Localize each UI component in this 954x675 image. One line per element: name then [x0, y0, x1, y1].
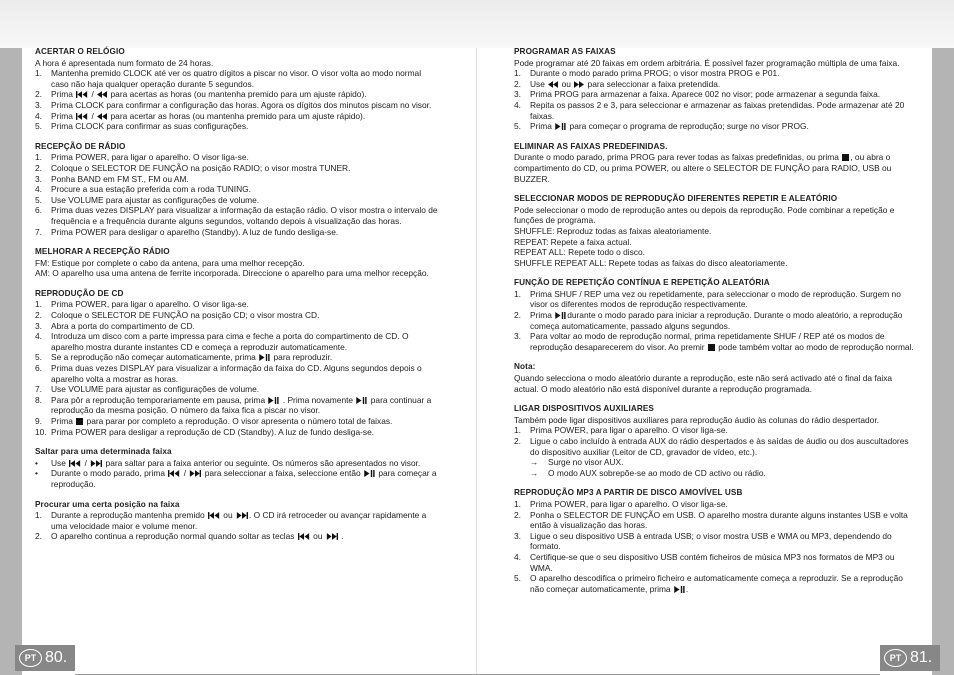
separator: /: [84, 457, 87, 468]
step-number: 1.: [35, 299, 42, 310]
bullet: •: [35, 468, 38, 479]
step-text: . Prima novamente: [282, 394, 354, 405]
header-band: [0, 0, 954, 48]
arrow-icon: →: [530, 467, 539, 478]
list-item: [514, 531, 918, 552]
step-number: 8.: [35, 394, 42, 405]
list-item: [514, 89, 918, 100]
step-text: Certifique-se que o seu dispositivo USB contém ficheiros de música MP3 nos formatos de MP3 ou WMA.: [530, 551, 895, 573]
stop-icon: [842, 154, 849, 161]
section-title: Nota:: [514, 362, 536, 372]
right-page-content: [514, 47, 918, 604]
list-item: [35, 195, 441, 206]
step-number: 7.: [35, 226, 42, 237]
step-number: 3.: [35, 99, 42, 110]
step-text: para reproduzir.: [273, 352, 333, 363]
previous-icon: [208, 512, 220, 519]
step-text: para seleccionar a faixa, seleccione então: [204, 468, 361, 479]
list-item: [35, 152, 441, 163]
step-number: 1.: [514, 288, 521, 299]
list-item: [35, 299, 441, 310]
section-aux-devices: [514, 404, 918, 478]
fm-text: FM: Estique por complete o cabo da antena, para uma melhor recepção.: [35, 257, 305, 268]
section-title: SELECCIONAR MODOS DE REPRODUÇÃO DIFERENTES REPETIR E ALEATÓRIO: [514, 194, 838, 204]
list-item: [35, 384, 441, 395]
section-play-modes: [514, 194, 918, 268]
step-text: Ponha BAND em FM ST., FM ou AM.: [51, 173, 189, 184]
section-set-clock: [35, 47, 441, 132]
next-icon: [326, 533, 338, 540]
list-item: [35, 227, 441, 238]
step-text: Prima: [51, 416, 73, 426]
step-text: Prima duas vezes DISPLAY para visualizar a informação da estação rádio. O visor mostra o intervalo de frequência e a frequência durante alguns segundos, voltando depois à visualização das horas.: [51, 205, 438, 226]
step-number: 2.: [514, 436, 521, 446]
step-number: 1.: [514, 425, 521, 436]
list-item: [514, 100, 918, 121]
step-number: 2.: [514, 310, 521, 321]
section-repeat-shuffle: [514, 278, 918, 352]
step-text: Prima: [51, 89, 73, 100]
next-icon: [189, 470, 201, 477]
step-text: Use: [51, 457, 66, 468]
list-item: [35, 121, 441, 132]
separator: ou: [561, 78, 571, 89]
step-text: O aparelho continua a reprodução normal quando soltar as teclas: [51, 531, 295, 542]
step-text: Procure a sua estação preferida com a roda TUNING.: [51, 184, 252, 195]
list-item: [35, 395, 441, 416]
section-search-position: [35, 500, 441, 542]
step-text: Prima PROG para armazenar a faixa. Aparece 002 no visor; pode armazenar a segunda faixa.: [530, 89, 881, 100]
section-title: FUNÇÃO DE REPETIÇÃO CONTÍNUA E REPETIÇÃO ALEATÓRIA: [514, 278, 770, 288]
list-item: [514, 425, 918, 436]
step-text: O modo AUX sobrepõe-se ao modo de CD activo ou rádio.: [548, 467, 766, 478]
arrow-icon: →: [530, 457, 539, 468]
step-text: Introduza um disco com a parte impressa para cima e feche a porta do compartimento de CD. O aparelho mostra durante instantes CD e começa a reproduzir automaticamente.: [51, 331, 409, 352]
list-item: [35, 89, 441, 100]
step-number: 5.: [35, 194, 42, 205]
list-item: [35, 352, 441, 363]
step-text: Prima POWER, para ligar o aparelho. O visor liga-se.: [51, 152, 249, 163]
section-note: [514, 362, 918, 394]
list-item: [35, 205, 441, 226]
list-item: [35, 111, 441, 122]
section-title: REPRODUÇÃO DE CD: [35, 288, 124, 298]
step-text: Prima POWER, para ligar o aparelho. O visor liga-se.: [530, 425, 728, 436]
step-text: para acertar as horas (ou mantenha premido para um ajuste rápido).: [110, 110, 366, 121]
step-number: 1.: [514, 498, 521, 509]
body-text-part: , ou abra o compartimento do CD, ou prima POWER, ou altere o SELECTOR DE FUNÇÃO para RADIO, USB ou BUZZER.: [514, 152, 892, 184]
language-badge: PT: [884, 649, 907, 667]
step-text: Prima POWER para desligar o aparelho (Standby). A luz de fundo desliga-se.: [51, 226, 339, 237]
step-number: 1.: [35, 510, 42, 521]
page-number: 80.: [45, 649, 68, 666]
step-number: 10.: [35, 426, 47, 437]
list-item: [35, 184, 441, 195]
step-text: Para pôr a reprodução temporariamente em pausa, prima: [51, 394, 266, 405]
fast-forward-icon: [574, 81, 584, 88]
list-item: [35, 100, 441, 111]
step-text: Repita os passos 2 e 3, para seleccionar e armazenar as faixas pretendidas. Pode armazenar até 20 faixas.: [530, 99, 905, 121]
section-cd-playback: [35, 289, 441, 437]
am-text: AM: O aparelho usa uma antena de ferrite incorporada. Direccione o aparelho para uma melhor recepção.: [35, 268, 429, 279]
list-item: [514, 573, 918, 594]
step-number: 2.: [35, 310, 42, 321]
step-text: Prima POWER, para ligar o aparelho. O visor liga-se.: [530, 498, 728, 509]
play-pause-icon: [555, 123, 566, 130]
step-number: 3.: [514, 530, 521, 541]
section-title: ELIMINAR AS FAIXAS PREDEFINIDAS.: [514, 141, 668, 151]
mode-line: SHUFFLE REPEAT ALL: Repete todas as faixas do disco aleatoriamente.: [514, 257, 788, 268]
step-text: para acertas as horas (ou mantenha premido para um ajuste rápido).: [110, 89, 367, 100]
step-text: Prima: [530, 310, 552, 321]
page-number-badge-right: [880, 645, 940, 671]
list-item: [35, 363, 441, 384]
intro-text: Pode programar até 20 faixas em ordem arbitrária. É possível fazer programação múltipla de uma faixa.: [514, 57, 900, 68]
step-text: para saltar para a faixa anterior ou seguinte. Os números são apresentados no visor.: [105, 457, 421, 468]
step-text: Coloque o SELECTOR DE FUNÇÃO na posição RADIO; o visor mostra TUNER.: [51, 162, 351, 173]
step-number: 4.: [514, 551, 521, 562]
step-text: Prima: [530, 121, 552, 132]
step-number: 1.: [514, 68, 521, 79]
step-number: 2.: [35, 89, 42, 100]
step-text: Mantenha premido CLOCK até ver os quatro dígitos a piscar no visor. O visor volta ao modo normal caso não haja qualquer operação durante 5 segundos.: [51, 68, 422, 89]
play-pause-icon: [674, 586, 685, 593]
step-number: 5.: [35, 352, 42, 363]
step-number: 4.: [35, 331, 42, 342]
step-text: Coloque o SELECTOR DE FUNÇÃO na posição CD; o visor mostra CD.: [51, 310, 320, 321]
list-item: [514, 552, 918, 573]
previous-icon: [168, 470, 180, 477]
list-item: [530, 457, 918, 468]
list-item: [35, 416, 441, 427]
previous-icon: [69, 460, 81, 467]
mode-line: SHUFFLE: Reproduz todas as faixas aleatoriamente.: [514, 225, 712, 236]
list-item: [514, 310, 918, 331]
step-text: para seleccionar a faixa pretendida.: [587, 78, 721, 89]
step-text: Abra a porta do compartimento de CD.: [51, 320, 195, 331]
step-text: Use: [530, 78, 545, 89]
body-text-part: Durante o modo parado, prima PROG para rever todas as faixas predefinidas, ou prima: [514, 152, 839, 163]
step-number: 4.: [35, 184, 42, 195]
list-item: [35, 310, 441, 321]
step-text: Durante o modo parado prima PROG; o visor mostra PROG e P01.: [530, 68, 780, 79]
step-text: para começar a reprodução.: [51, 468, 437, 489]
list-item: [530, 468, 918, 479]
section-skip-track: [35, 447, 441, 489]
section-program-tracks: [514, 47, 918, 132]
list-item: [35, 427, 441, 438]
step-number: 2.: [35, 162, 42, 173]
step-number: 3.: [514, 331, 521, 342]
section-title: PROGRAMAR AS FAIXAS: [514, 47, 616, 56]
previous-icon: [298, 533, 310, 540]
section-radio-reception: [35, 142, 441, 237]
list-item: [35, 321, 441, 332]
step-number: 2.: [514, 509, 521, 520]
play-pause-icon: [364, 470, 375, 477]
list-item: [35, 331, 441, 352]
step-text: para parar por completo a reprodução. O visor apresenta o número total de faixas.: [86, 416, 393, 426]
list-item: [35, 174, 441, 185]
list-item: [514, 79, 918, 90]
separator: ou: [313, 531, 323, 542]
bullet: •: [35, 457, 38, 468]
list-item: [35, 510, 441, 531]
step-text: Use VOLUME para ajustar as configurações de volume.: [51, 384, 260, 395]
step-text: pode também voltar ao modo de reprodução normal.: [718, 341, 914, 352]
list-item: [514, 510, 918, 531]
section-title: Saltar para uma determinada faixa: [35, 447, 172, 457]
step-number: 2.: [35, 531, 42, 542]
step-number: 5.: [514, 121, 521, 132]
step-number: 6.: [35, 363, 42, 374]
section-title: Procurar uma certa posição na faixa: [35, 499, 180, 509]
step-text: O aparelho descodifica o primeiro ficheiro e automaticamente começa a reproduzir. Se a reprodução não começar automaticamente, prima: [530, 573, 903, 594]
section-clear-presets: [514, 142, 918, 184]
step-number: 7.: [35, 384, 42, 395]
section-title: RECEPÇÃO DE RÁDIO: [35, 141, 126, 151]
previous-icon: [76, 91, 88, 98]
separator: /: [91, 110, 94, 121]
step-number: 3.: [35, 320, 42, 331]
intro-text: A hora é apresentada num formato de 24 horas.: [35, 57, 214, 68]
step-number: 5.: [35, 121, 42, 132]
page-divider: [476, 48, 477, 675]
step-text: Use VOLUME para ajustar as configurações de volume.: [51, 194, 260, 205]
step-number: 2.: [514, 78, 521, 89]
step-text: Ponha o SELECTOR DE FUNÇÃO em USB. O aparelho mostra durante alguns instantes USB e volta então à visualização das horas.: [530, 509, 908, 531]
step-text: Durante o modo parado, prima: [51, 468, 166, 479]
rewind-icon: [97, 113, 107, 120]
step-number: 3.: [514, 89, 521, 100]
step-text: Se a reprodução não começar automaticamente, prima: [51, 352, 256, 363]
section-title: ACERTAR O RELÓGIO: [35, 47, 125, 56]
intro-text: Também pode ligar dispositivos auxiliares para reprodução áudio às colunas do rádio despertador.: [514, 414, 879, 425]
step-text: Prima CLOCK para confirmar as suas configurações.: [51, 121, 249, 132]
section-usb-mp3: [514, 488, 918, 594]
play-pause-icon: [555, 312, 566, 319]
step-text: Prima POWER, para ligar o aparelho. O visor liga-se.: [51, 299, 249, 310]
section-title: REPRODUÇÃO MP3 A PARTIR DE DISCO AMOVÍVEL USB: [514, 488, 743, 498]
left-side-strip: [0, 48, 22, 675]
previous-icon: [76, 113, 88, 120]
list-item: [514, 331, 918, 352]
step-text: Surge no visor AUX.: [548, 457, 624, 468]
mode-line: REPEAT ALL: Repete todo o disco.: [514, 247, 645, 258]
separator: ou: [223, 510, 233, 521]
next-icon: [236, 512, 248, 519]
step-number: 1.: [35, 68, 42, 79]
stop-icon: [76, 418, 83, 425]
step-text: Prima SHUF / REP uma vez ou repetidamente, para seleccionar o modo de reprodução. Surgem no visor os diferentes modos de reprodução respectivamente.: [530, 288, 901, 310]
mode-line: REPEAT: Repete a faixa actual.: [514, 236, 632, 247]
step-text: .: [685, 583, 689, 594]
page-number-badge-left: [15, 645, 75, 671]
step-number: 4.: [514, 99, 521, 110]
play-pause-icon: [356, 397, 367, 404]
step-text: para começar o programa de reprodução; surge no visor PROG.: [569, 121, 809, 132]
right-side-strip: [932, 48, 954, 675]
step-text: Durante a reprodução mantenha premido: [51, 510, 205, 521]
section-improve-reception: [35, 247, 441, 279]
step-text: para continuar a reprodução da mesma posição. O número da faixa fica a piscar no visor.: [51, 394, 432, 416]
step-text: Prima POWER para desligar a reprodução de CD (Standby). A luz de fundo desliga-se.: [51, 426, 375, 437]
step-text: .: [341, 531, 344, 542]
step-number: 6.: [35, 205, 42, 216]
rewind-icon: [97, 91, 107, 98]
page-number: 81.: [910, 649, 933, 666]
play-pause-icon: [259, 354, 270, 361]
stop-icon: [708, 344, 715, 351]
note-text: Quando selecciona o modo aleatório durante a reprodução, este não será activado até o final da faixa actual. O modo aleatório não está disponível durante a reprodução programada.: [514, 373, 893, 394]
list-item: [514, 68, 918, 79]
step-text: Para voltar ao modo de reprodução normal, prima repetidamente SHUF / REP até os modos de reprodução desaparecerem do visor. Ao premir: [530, 331, 885, 352]
section-title: MELHORAR A RECEPÇÃO RÁDIO: [35, 247, 170, 257]
list-item: [514, 436, 918, 457]
step-text: . O CD irá retroceder ou avançar rapidamente a uma velocidade maior e volume menor.: [51, 510, 427, 531]
list-item: [35, 458, 441, 469]
step-text: Ligue o cabo incluído à entrada AUX do rádio despertados e às saídas de áudio ou dos auscultadores do dispositivo auxiliar (Leitor de CD, gravador de vídeo, etc.).: [530, 436, 909, 457]
play-pause-icon: [268, 397, 279, 404]
step-text: Prima: [51, 110, 73, 121]
intro-text: Pode seleccionar o modo de reprodução antes ou depois da reprodução. Pode combinar a repetição e funções de programa.: [514, 204, 895, 226]
step-number: 4.: [35, 110, 42, 121]
list-item: [514, 499, 918, 510]
step-number: 5.: [514, 573, 521, 584]
left-page-content: [35, 47, 441, 552]
step-text: durante o modo parado para iniciar a reprodução. Durante o modo aleatório, a reprodução começa automaticamente, passado alguns segundos.: [530, 310, 903, 331]
step-text: Ligue o seu dispositivo USB à entrada USB; o visor mostra USB e WMA ou MP3, dependendo do formato.: [530, 530, 892, 552]
body-text: [514, 152, 918, 184]
rewind-icon: [548, 81, 558, 88]
step-number: 9.: [35, 416, 42, 426]
next-icon: [90, 460, 102, 467]
step-text: Prima CLOCK para confirmar a configuração das horas. Agora os dígitos dos minutos piscam no visor.: [51, 99, 432, 110]
separator: /: [183, 468, 187, 479]
language-badge: PT: [19, 649, 42, 667]
list-item: [35, 163, 441, 174]
section-title: LIGAR DISPOSITIVOS AUXILIARES: [514, 404, 654, 414]
list-item: [35, 468, 441, 489]
step-number: 3.: [35, 173, 42, 184]
step-number: 1.: [35, 152, 42, 163]
list-item: [514, 289, 918, 310]
list-item: [35, 68, 441, 89]
step-text: Prima duas vezes DISPLAY para visualizar a informação da faixa do CD. Alguns segundos depois o aparelho volta a mostrar as horas.: [51, 363, 422, 384]
list-item: [35, 531, 441, 542]
separator: /: [91, 89, 94, 100]
list-item: [514, 121, 918, 132]
